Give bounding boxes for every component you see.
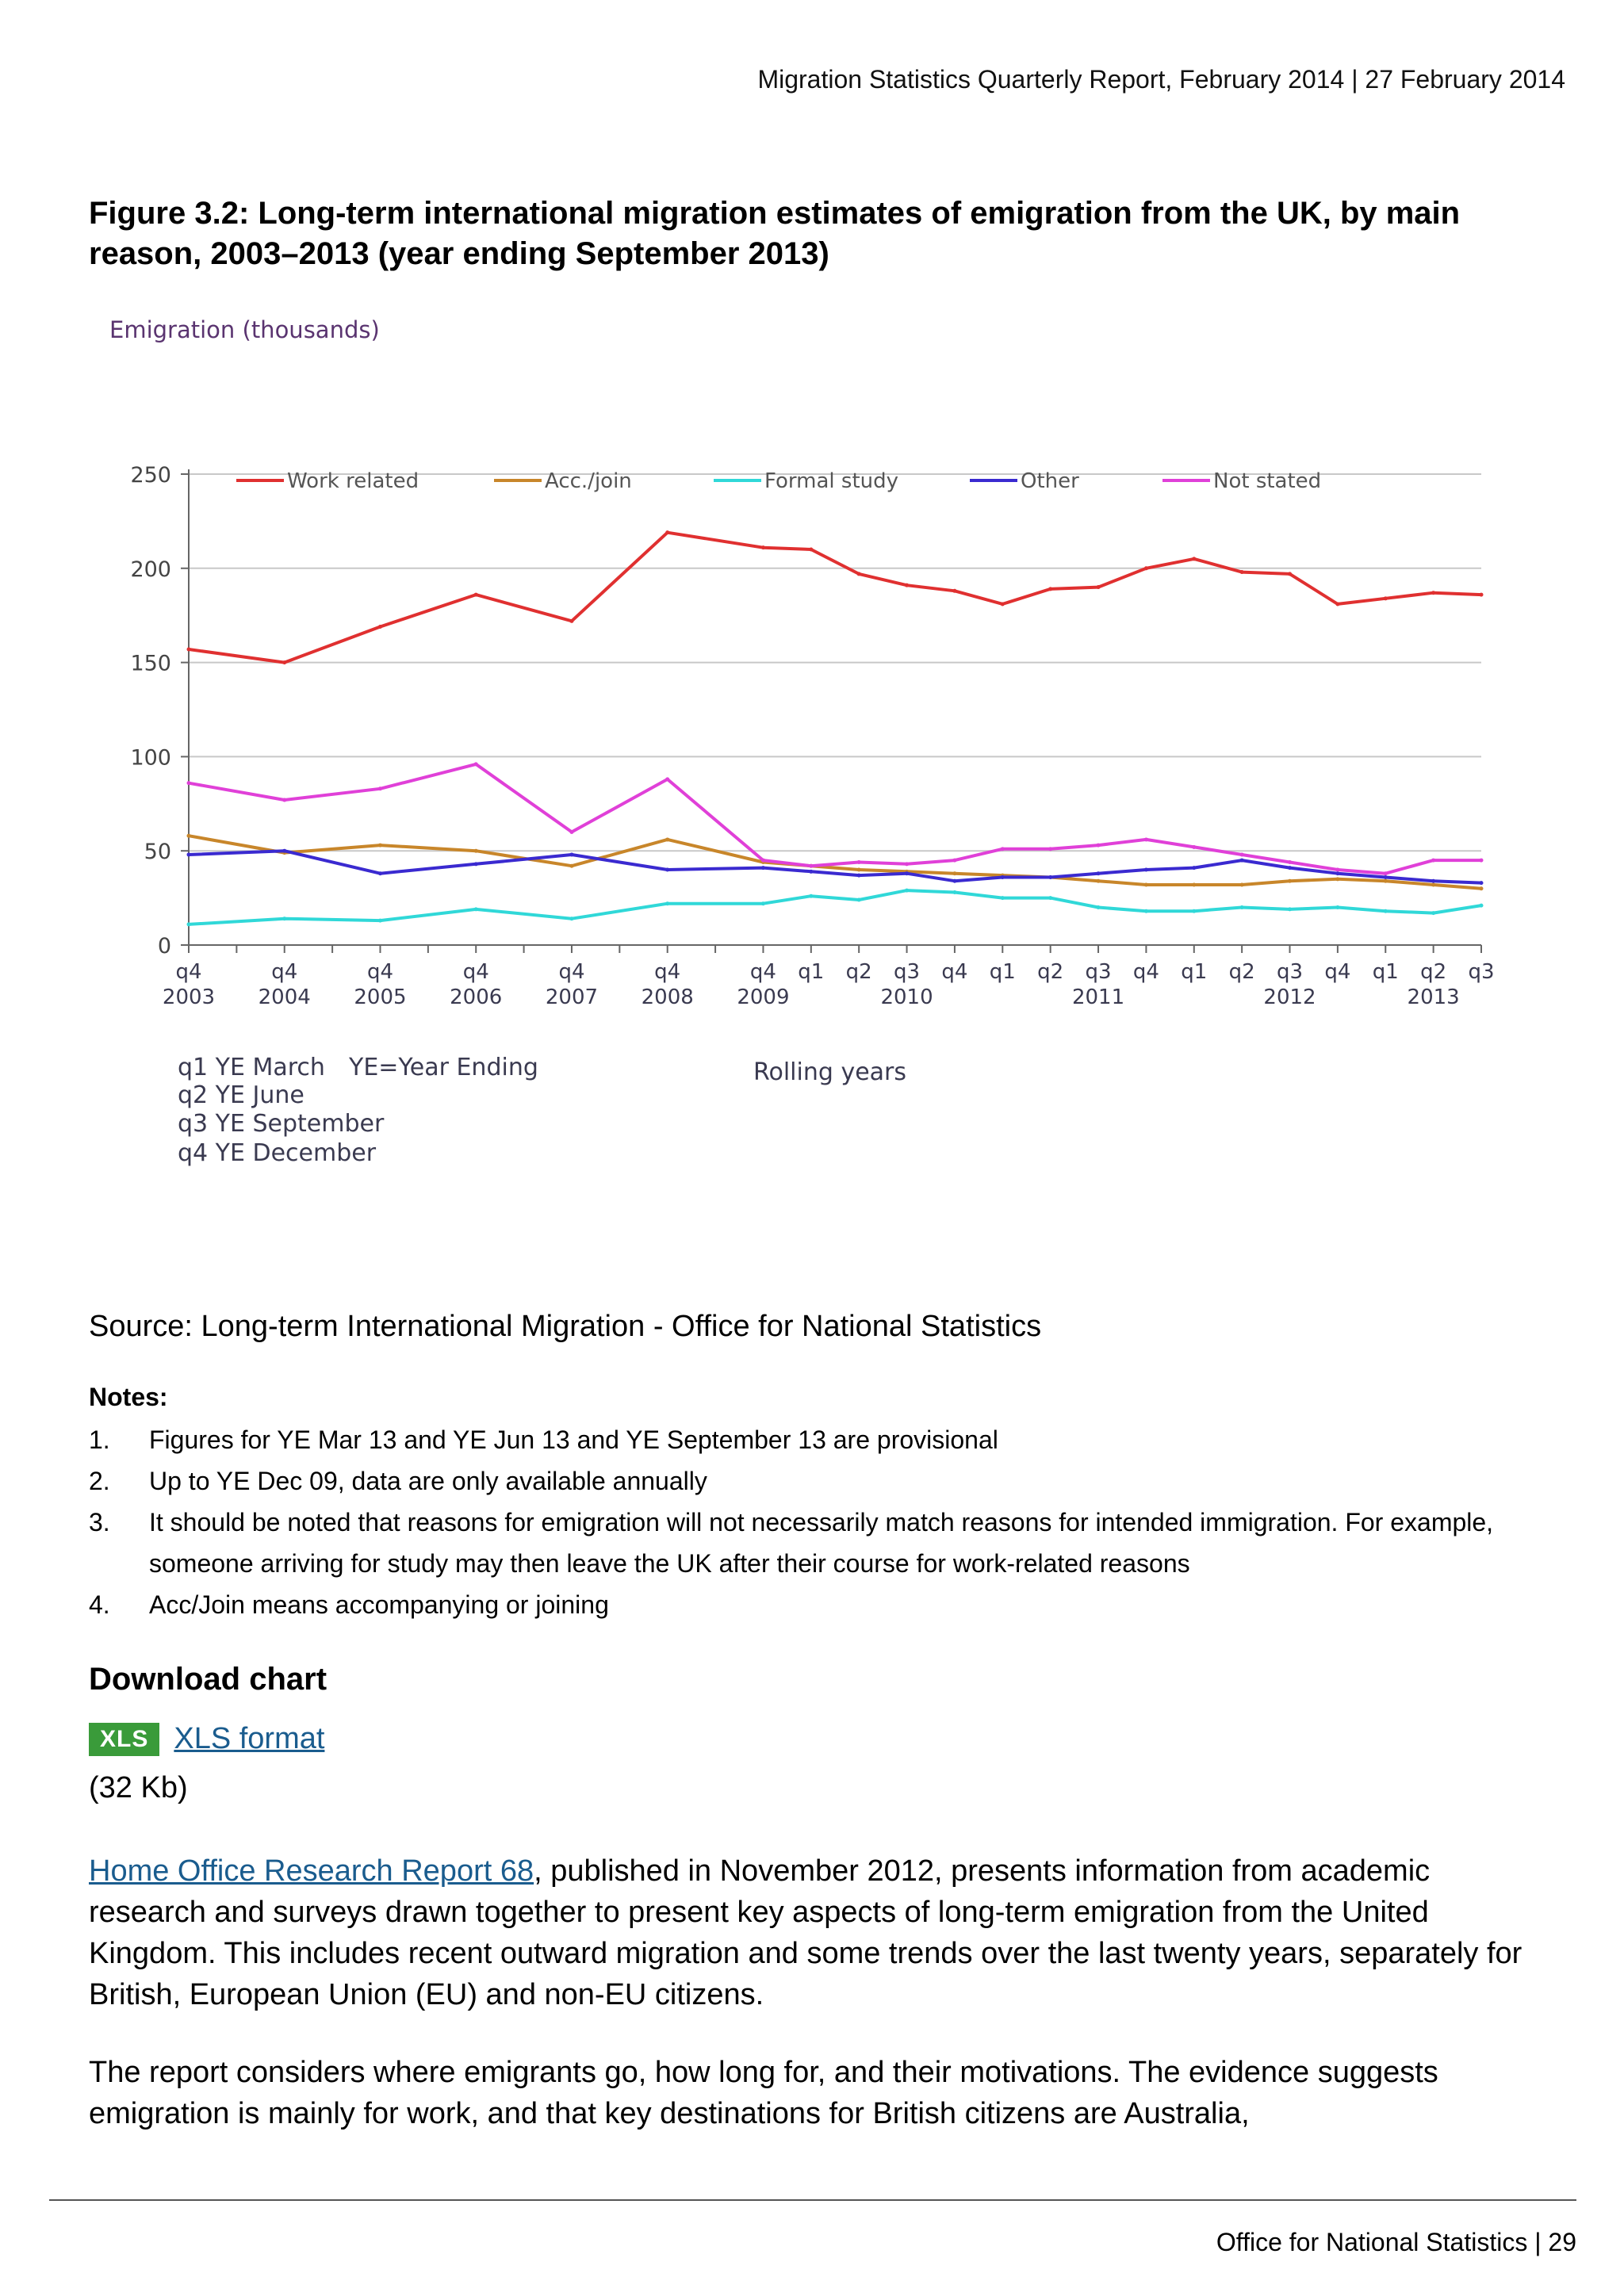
body-paragraph-1 bbox=[89, 1850, 1548, 2015]
data-point-not-stated bbox=[282, 798, 286, 802]
note-text: It should be noted that reasons for emigration will not necessarily match reasons for intended immigration. For example, someone arriving for study may then leave the UK after their course for work-related reasons bbox=[149, 1508, 1494, 1578]
data-point-other bbox=[474, 862, 478, 866]
data-point-other bbox=[1048, 875, 1052, 879]
note-number: 1. bbox=[89, 1425, 110, 1454]
download-chart-heading: Download chart bbox=[89, 1662, 327, 1697]
data-point-other bbox=[1431, 879, 1435, 883]
emigration-chart bbox=[89, 301, 1548, 1276]
data-point-not-stated bbox=[761, 859, 765, 863]
data-point-other bbox=[809, 870, 813, 874]
y-tick-label: 150 bbox=[130, 651, 171, 676]
x-tick-year: 2009 bbox=[737, 985, 790, 1009]
x-tick-quarter: q1 bbox=[798, 960, 825, 984]
page-footer: Office for National Statistics | 29 bbox=[1216, 2228, 1576, 2256]
x-tick-quarter: q4 bbox=[175, 960, 202, 984]
data-point-other bbox=[905, 871, 909, 875]
home-office-report-link[interactable]: Home Office Research Report 68 bbox=[89, 1854, 534, 1888]
data-point-acc-join bbox=[1431, 882, 1435, 886]
data-point-formal-study bbox=[187, 922, 191, 926]
x-tick-year: 2007 bbox=[545, 985, 599, 1009]
data-point-formal-study bbox=[857, 897, 861, 901]
data-point-other bbox=[1097, 871, 1101, 875]
data-point-work-related bbox=[187, 647, 191, 651]
note-item bbox=[89, 1419, 1548, 1460]
x-tick-quarter: q4 bbox=[654, 960, 681, 984]
data-point-not-stated bbox=[1097, 844, 1101, 848]
note-number: 3. bbox=[89, 1508, 110, 1536]
data-point-not-stated bbox=[857, 860, 861, 864]
data-point-formal-study bbox=[1480, 904, 1484, 908]
data-point-other bbox=[1192, 866, 1196, 870]
note-item bbox=[89, 1460, 1548, 1502]
y-tick-label: 100 bbox=[130, 745, 171, 771]
data-point-formal-study bbox=[809, 894, 813, 898]
data-point-acc-join bbox=[1288, 879, 1292, 883]
data-point-work-related bbox=[857, 572, 861, 576]
year-ending-note: YE=Year Ending bbox=[349, 1054, 538, 1081]
data-point-formal-study bbox=[665, 901, 669, 905]
data-point-acc-join bbox=[952, 871, 956, 875]
note-text: Up to YE Dec 09, data are only available annually bbox=[149, 1467, 707, 1495]
data-point-not-stated bbox=[1384, 871, 1388, 875]
data-point-not-stated bbox=[378, 786, 382, 790]
data-point-work-related bbox=[1144, 566, 1148, 570]
data-point-formal-study bbox=[1192, 909, 1196, 913]
data-point-other bbox=[1240, 859, 1244, 863]
notes-heading: Notes: bbox=[89, 1383, 168, 1411]
x-tick-quarter: q4 bbox=[558, 960, 585, 984]
legend-label-acc-join: Acc./join bbox=[545, 469, 632, 493]
xls-file-icon: XLS bbox=[89, 1723, 159, 1756]
figure-title: Figure 3.2: Long-term international migration estimates of emigration from the UK, by main reason, 2003–2013 (year ending September 2013) bbox=[89, 196, 1461, 271]
series-line-work-related bbox=[189, 533, 1481, 663]
x-tick-quarter: q1 bbox=[989, 960, 1016, 984]
data-point-work-related bbox=[378, 625, 382, 629]
data-point-work-related bbox=[1192, 557, 1196, 561]
data-point-other bbox=[1288, 866, 1292, 870]
data-point-not-stated bbox=[1192, 845, 1196, 849]
data-point-formal-study bbox=[1288, 907, 1292, 911]
x-tick-year: 2012 bbox=[1263, 985, 1316, 1009]
x-tick-quarter: q4 bbox=[749, 960, 776, 984]
x-tick-quarter: q3 bbox=[1468, 960, 1495, 984]
y-tick-label: 0 bbox=[157, 934, 171, 959]
data-point-not-stated bbox=[952, 859, 956, 863]
data-point-not-stated bbox=[1240, 852, 1244, 856]
y-tick-label: 250 bbox=[130, 463, 171, 488]
x-tick-quarter: q4 bbox=[271, 960, 298, 984]
data-point-work-related bbox=[1240, 570, 1244, 574]
xls-download-row bbox=[89, 1722, 324, 1756]
data-point-acc-join bbox=[665, 837, 669, 841]
x-tick-quarter: q1 bbox=[1181, 960, 1208, 984]
body-paragraph-2: The report considers where emigrants go, how long for, and their motivations. The evidence suggests emigration is mainly for work, and that key destinations for British citizens are Australia, bbox=[89, 2056, 1438, 2130]
data-point-work-related bbox=[665, 530, 669, 534]
note-number: 4. bbox=[89, 1590, 110, 1619]
note-text: Acc/Join means accompanying or joining bbox=[149, 1590, 609, 1619]
y-axis-label: Emigration (thousands) bbox=[109, 316, 380, 343]
x-axis-label: Rolling years bbox=[753, 1058, 907, 1086]
data-point-acc-join bbox=[378, 844, 382, 848]
data-point-formal-study bbox=[761, 901, 765, 905]
x-tick-year: 2010 bbox=[880, 985, 933, 1009]
x-tick-quarter: q4 bbox=[1324, 960, 1351, 984]
data-point-formal-study bbox=[1001, 896, 1005, 900]
y-tick-label: 50 bbox=[144, 840, 171, 865]
y-tick-label: 200 bbox=[130, 557, 171, 582]
data-point-formal-study bbox=[1240, 905, 1244, 909]
running-header: Migration Statistics Quarterly Report, February 2014 | 27 February 2014 bbox=[757, 65, 1565, 94]
data-point-other bbox=[1144, 867, 1148, 871]
data-point-work-related bbox=[1001, 602, 1005, 606]
x-tick-year: 2003 bbox=[162, 985, 216, 1009]
data-point-not-stated bbox=[1431, 859, 1435, 863]
data-point-acc-join bbox=[1335, 877, 1339, 881]
data-point-other bbox=[1480, 881, 1484, 885]
quarter-key-q2: q2 YE June bbox=[178, 1081, 304, 1109]
legend-label-work-related: Work related bbox=[287, 469, 419, 493]
x-tick-quarter: q4 bbox=[462, 960, 489, 984]
note-text: Figures for YE Mar 13 and YE Jun 13 and YE September 13 are provisional bbox=[149, 1425, 998, 1454]
data-point-formal-study bbox=[1335, 905, 1339, 909]
y-tick-labels bbox=[130, 463, 171, 959]
x-tick-labels bbox=[163, 960, 1495, 1009]
data-point-other bbox=[665, 867, 669, 871]
data-point-work-related bbox=[1335, 602, 1339, 606]
data-point-formal-study bbox=[1097, 905, 1101, 909]
data-point-formal-study bbox=[1048, 896, 1052, 900]
data-point-other bbox=[761, 866, 765, 870]
data-point-other bbox=[569, 852, 573, 856]
x-tick-quarter: q2 bbox=[845, 960, 872, 984]
footer-divider bbox=[49, 2199, 1576, 2201]
data-point-not-stated bbox=[1480, 859, 1484, 863]
x-tick-quarter: q2 bbox=[1037, 960, 1064, 984]
data-point-work-related bbox=[809, 548, 813, 552]
gridlines bbox=[189, 474, 1481, 851]
note-number: 2. bbox=[89, 1467, 110, 1495]
data-point-not-stated bbox=[1288, 860, 1292, 864]
data-point-formal-study bbox=[905, 889, 909, 893]
xls-format-link[interactable]: XLS format bbox=[174, 1722, 325, 1755]
x-tick-year: 2006 bbox=[450, 985, 503, 1009]
data-point-work-related bbox=[1288, 572, 1292, 576]
notes-list bbox=[89, 1419, 1548, 1625]
data-point-not-stated bbox=[187, 781, 191, 785]
data-point-work-related bbox=[1097, 585, 1101, 589]
data-point-other bbox=[282, 849, 286, 853]
data-point-formal-study bbox=[1384, 909, 1388, 913]
data-point-work-related bbox=[569, 619, 573, 623]
data-point-not-stated bbox=[569, 830, 573, 834]
x-tick-quarter: q2 bbox=[1420, 960, 1447, 984]
data-point-work-related bbox=[474, 593, 478, 597]
data-point-work-related bbox=[1431, 591, 1435, 595]
data-point-work-related bbox=[1480, 593, 1484, 597]
legend-label-not-stated: Not stated bbox=[1213, 469, 1322, 493]
data-point-acc-join bbox=[1192, 882, 1196, 886]
data-point-work-related bbox=[952, 589, 956, 593]
data-point-acc-join bbox=[1144, 882, 1148, 886]
data-point-acc-join bbox=[187, 834, 191, 838]
data-point-other bbox=[378, 871, 382, 875]
data-point-other bbox=[857, 874, 861, 878]
data-point-acc-join bbox=[474, 849, 478, 853]
x-tick-year: 2013 bbox=[1407, 985, 1460, 1009]
data-point-not-stated bbox=[1048, 847, 1052, 851]
x-tick-year: 2011 bbox=[1071, 985, 1125, 1009]
legend-label-other: Other bbox=[1021, 469, 1079, 493]
data-point-acc-join bbox=[1097, 879, 1101, 883]
x-tick-quarter: q4 bbox=[941, 960, 968, 984]
data-point-acc-join bbox=[857, 867, 861, 871]
quarter-key-q4: q4 YE December bbox=[178, 1139, 377, 1167]
x-tick-year: 2005 bbox=[354, 985, 407, 1009]
data-point-work-related bbox=[1048, 587, 1052, 591]
series-line-not-stated bbox=[189, 764, 1481, 874]
x-tick-quarter: q3 bbox=[1276, 960, 1304, 984]
x-tick-quarter: q2 bbox=[1228, 960, 1255, 984]
data-point-formal-study bbox=[952, 890, 956, 894]
x-tick-quarter: q1 bbox=[1372, 960, 1399, 984]
data-point-not-stated bbox=[905, 862, 909, 866]
data-point-formal-study bbox=[378, 919, 382, 923]
series-line-formal-study bbox=[189, 890, 1481, 924]
data-point-not-stated bbox=[1144, 837, 1148, 841]
x-tick-year: 2008 bbox=[641, 985, 694, 1009]
data-point-not-stated bbox=[665, 777, 669, 781]
data-point-not-stated bbox=[809, 864, 813, 868]
chart-source: Source: Long-term International Migration - Office for National Statistics bbox=[89, 1310, 1042, 1343]
note-item bbox=[89, 1584, 1548, 1625]
data-point-work-related bbox=[1384, 596, 1388, 600]
data-point-other bbox=[1335, 871, 1339, 875]
data-point-acc-join bbox=[569, 864, 573, 868]
data-point-work-related bbox=[282, 660, 286, 664]
data-point-acc-join bbox=[1384, 879, 1388, 883]
data-point-not-stated bbox=[1001, 847, 1005, 851]
paragraph-1-text: , published in November 2012, presents information from academic research and surveys drawn together to present key aspects of long-term emigration from the United Kingdom. This includes recent outward migration and some trends over the last twenty years, separately for British, European Union (EU) and non-EU citizens. bbox=[89, 1854, 1522, 2011]
x-tick-quarter: q3 bbox=[894, 960, 921, 984]
quarter-key-q3: q3 YE September bbox=[178, 1110, 385, 1138]
data-point-formal-study bbox=[1431, 911, 1435, 915]
data-point-formal-study bbox=[282, 916, 286, 920]
legend-label-formal-study: Formal study bbox=[764, 469, 899, 493]
data-point-acc-join bbox=[1240, 882, 1244, 886]
data-point-work-related bbox=[761, 545, 765, 549]
x-tick-quarter: q4 bbox=[366, 960, 394, 984]
data-point-not-stated bbox=[474, 762, 478, 766]
data-point-other bbox=[187, 852, 191, 856]
data-point-formal-study bbox=[474, 907, 478, 911]
data-point-formal-study bbox=[1144, 909, 1148, 913]
legend bbox=[236, 469, 1481, 493]
data-point-not-stated bbox=[1335, 867, 1339, 871]
data-point-other bbox=[1001, 875, 1005, 879]
data-point-work-related bbox=[905, 584, 909, 587]
series-lines bbox=[187, 530, 1484, 926]
data-point-other bbox=[952, 879, 956, 883]
data-point-acc-join bbox=[1480, 886, 1484, 890]
data-point-other bbox=[1384, 875, 1388, 879]
x-tick-quarter: q4 bbox=[1132, 960, 1159, 984]
file-size: (32 Kb) bbox=[89, 1771, 188, 1804]
data-point-formal-study bbox=[569, 916, 573, 920]
x-tick-quarter: q3 bbox=[1085, 960, 1112, 984]
x-tick-year: 2004 bbox=[258, 985, 311, 1009]
note-item bbox=[89, 1502, 1548, 1584]
quarter-key-q1: q1 YE March bbox=[178, 1054, 325, 1081]
